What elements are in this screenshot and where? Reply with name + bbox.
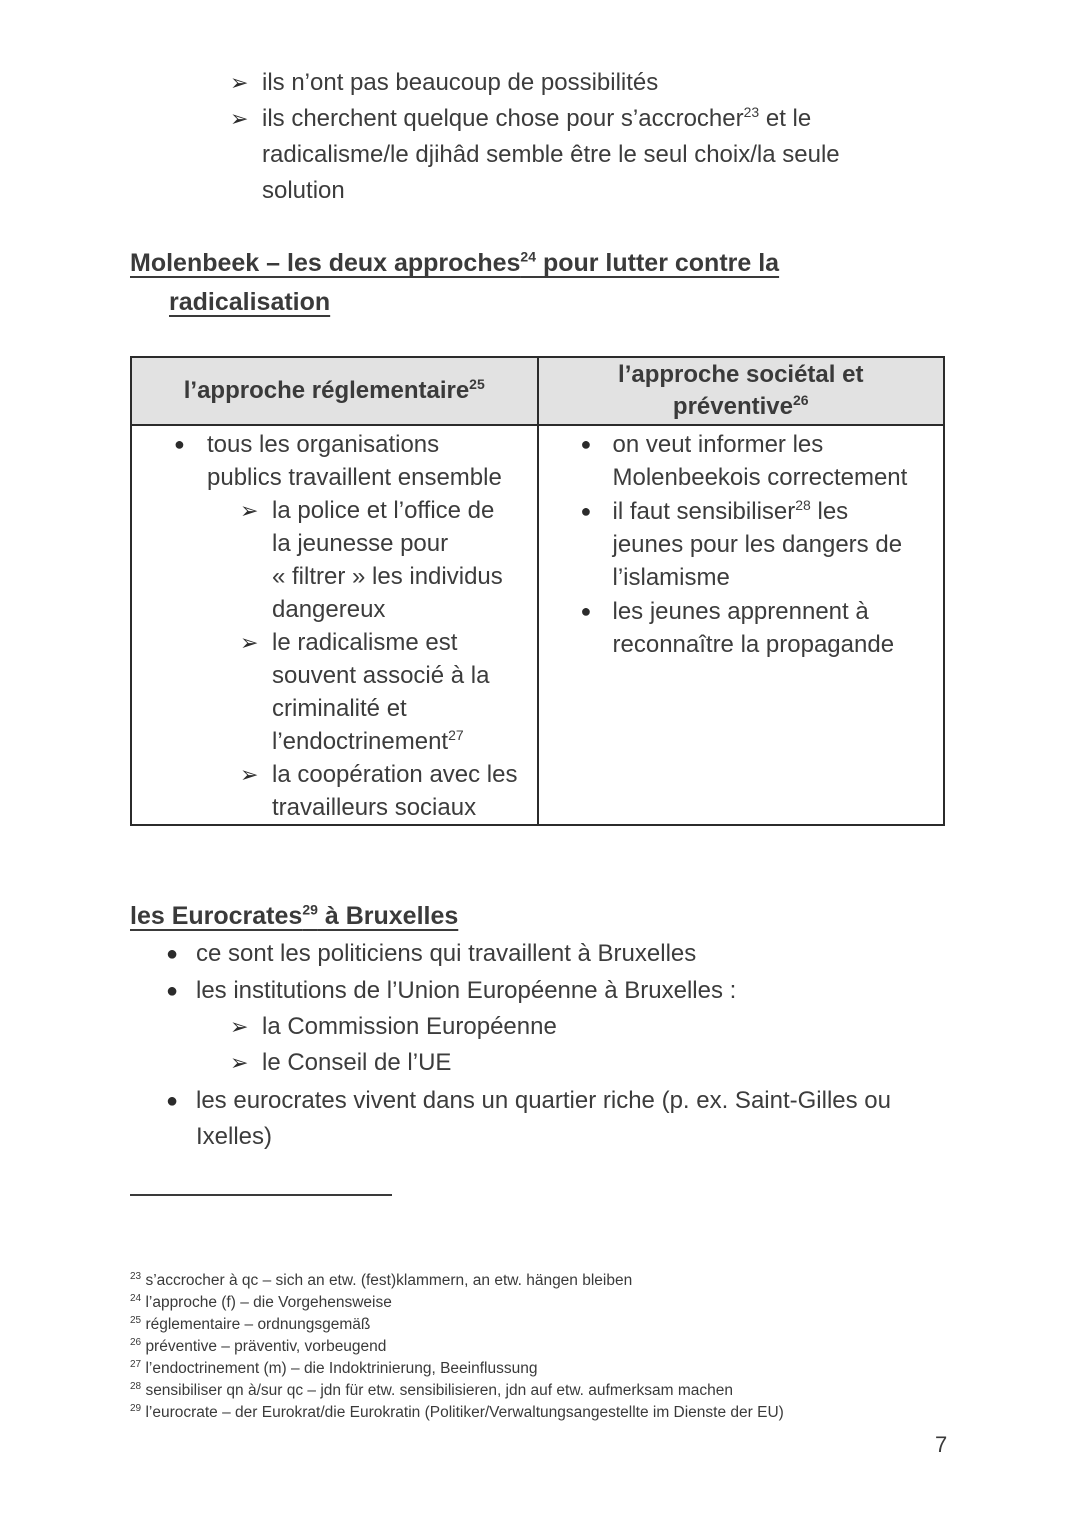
round-bullet-icon: ● [166,943,179,965]
table-header-regulatory: l’approche réglementaire$^{25}$ [131,357,538,425]
list-item: ➢ la police et l’office de la jeunesse pour « filtrer » les individus dangereux [272,494,537,626]
list-item: ● on veut informer les Molenbeekois correctement [613,428,944,494]
list-item: ● les jeunes apprennent à reconnaître la propagande [613,595,944,661]
table-header-preventive: l’approche sociétal et préventive$^{26}$ [538,357,945,425]
round-bullet-icon: ● [166,980,179,1002]
footnote: $^{24}$ l’approche (f) – die Vorgehensweise [130,1292,392,1311]
arrow-bullet-icon: ➢ [240,498,259,523]
footnote: $^{28}$ sensibiliser qn à/sur qc – jdn für etw. sensibilisieren, jdn auf etw. aufmerksam machen [130,1380,733,1399]
arrow-bullet-icon: ➢ [230,1014,249,1039]
footnote: $^{27}$ l’endoctrinement (m) – die Indoktrinierung, Beeinflussung [130,1358,538,1377]
arrow-bullet-icon: ➢ [240,762,259,787]
round-bullet-icon: ● [174,434,185,454]
arrow-bullet-icon: ➢ [240,630,259,655]
footnote: $^{23}$ s’accrocher à qc – sich an etw. (fest)klammern, an etw. hängen bleiben [130,1270,633,1289]
intro-item: ➢ ils n’ont pas beaucoup de possibilités [262,65,658,101]
list-item: ➢ le radicalisme est souvent associé à la criminalité et l’endoctrinement$^{27}$ [272,626,537,758]
footnote-separator [130,1194,392,1196]
table-cell-regulatory [131,425,538,825]
list-item: ● il faut sensibiliser$^{28}$ les jeunes pour les dangers de l’islamisme [580,497,903,591]
round-bullet-icon: ● [580,501,592,521]
page-number: 7 [935,1432,948,1457]
section-heading-eurocrates: les Eurocrates$^{29}$ à Bruxelles [130,901,459,930]
list-item: ● les eurocrates vivent dans un quartier riche (p. ex. Saint-Gilles ou Ixelles) [196,1083,936,1155]
table-header-row [131,357,944,425]
arrow-bullet-icon: ➢ [230,1050,249,1075]
round-bullet-icon: ● [166,1090,179,1112]
approaches-table [130,356,945,826]
list-item: ● ce sont les politiciens qui travaillent à Bruxelles [196,936,696,972]
list-item: ➢ la coopération avec les travailleurs sociaux [272,758,537,824]
round-bullet-icon: ● [580,434,592,454]
list-item: ➢ la Commission Européenne [262,1009,557,1045]
round-bullet-icon: ● [580,601,592,621]
footnote: $^{26}$ préventive – präventiv, vorbeugend [130,1336,387,1355]
footnote: $^{25}$ réglementaire – ordnungsgemäß [130,1314,371,1333]
footnotes [130,1270,784,1424]
arrow-bullet-icon: ➢ [230,70,249,95]
table-cell-preventive [538,425,945,825]
footnote: $^{29}$ l’eurocrate – der Eurokrat/die Eurokratin (Politiker/Verwaltungsangestellte im Dienste der EU) [130,1402,784,1421]
table-row [131,425,944,825]
list-item: ● tous les organisations publics travaillent ensemble [207,428,537,494]
intro-item: ➢ ils cherchent quelque chose pour s’accrocher$^{23}$ et le radicalisme/le djihâd semble être le seul choix/la seule solution [262,101,902,209]
list-item: ➢ le Conseil de l’UE [262,1045,451,1081]
arrow-bullet-icon: ➢ [230,106,249,131]
section-heading-molenbeek: Molenbeek – les deux approches$^{24}$ pour lutter contre la [130,248,780,277]
list-item: ● les institutions de l’Union Européenne à Bruxelles : [196,973,736,1009]
section-heading-molenbeek-line2: radicalisation [169,288,331,316]
